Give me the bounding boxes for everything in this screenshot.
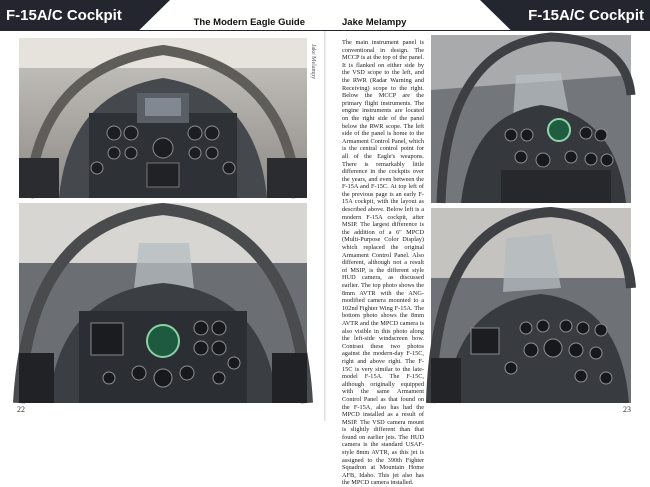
left-header-title: F-15A/C Cockpit: [6, 7, 122, 24]
spine-gutter: [324, 31, 326, 421]
right-header-title: F-15A/C Cockpit: [528, 7, 644, 24]
right-header-rule: [325, 30, 650, 31]
left-header-rule: [0, 30, 325, 31]
page-number-left: 22: [17, 405, 25, 414]
body-text: The main instrument panel is conventional in design. The MCCP is at the top of the panel. It is flanked on either side by the VSD scope to the left, and the RWR (Radar Warning and Receiving) scope to the right. Below the MCCP are the primary flight instruments. The engine instruments are located on the right side of the panel below the RWR scope. The left side of the panel is home to the Armament Control Panel, which is the central control point for all of the Eagle's weapons. There is remarkably little difference in the cockpits over the years, and even between the F-15A and F-15C. At top left of the previous page is an early F-15A cockpit, with the layout as described above. Below left is a modern F-15A cockpit, after MSIP. The largest difference is the addition of a 6" MPCD (Multi-Purpose Color Display) which replaced the original Armament Control Panel. Also different, although not a result of MSIP, is the different style HUD camera, as discussed earlier. The top photo shows the 8mm AVTR with the ANG-modified camera mounted to a 102nd Fighter Wing F-15A. The bottom photo shows the 8mm AVTR and the MPCD camera is also visible in this photo along the left-side windscreen bow. Contrast these two photos against the modern-day F-15C, right and above right. The F-15C is very similar to the late-model F-15A. The F-15C, although originally equipped with the same Armament Control Panel as that found on the F-15A, also has had the MPCD installed as a result of MSIP. The VSD camera mount is slightly different than that found on earlier jets. The HUD camera is the standard USAF-style 8mm AVTR, as this jet is assigned to the 390th Fighter Squadron at Mountain Home AFB, Idaho. This jet also has the MPCD camera installed.: [342, 39, 424, 487]
author-name: Jake Melampy: [342, 17, 407, 28]
book-title: The Modern Eagle Guide: [193, 17, 305, 28]
photo-f15c-cockpit-top: [431, 35, 631, 203]
photo-credit: [308, 44, 318, 84]
page-number-right: 23: [623, 405, 631, 414]
photo-credit-text: Jake Melampy: [310, 44, 316, 80]
photo-modern-f15a-cockpit: [19, 203, 307, 403]
photo-f15c-cockpit-bottom: [431, 208, 631, 403]
photo-early-f15a-cockpit: [19, 38, 307, 198]
